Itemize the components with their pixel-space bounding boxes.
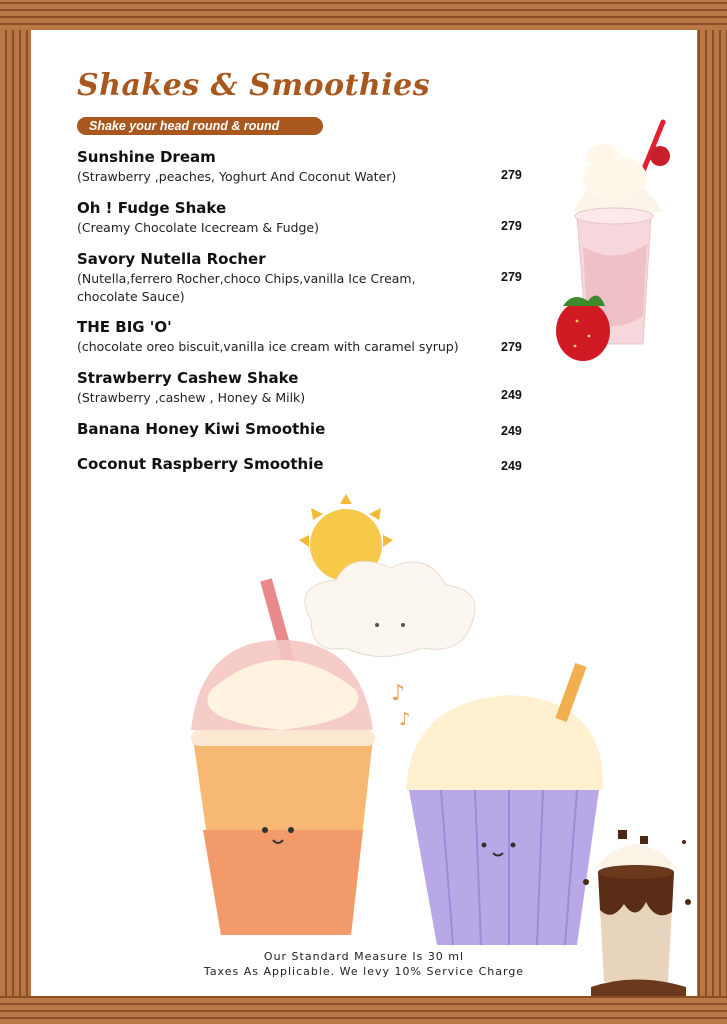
strawberry-milkshake-image <box>533 116 693 366</box>
menu-tagline: Shake your head round & round <box>77 117 323 135</box>
item-name: Oh ! Fudge Shake <box>77 199 227 217</box>
item-name: THE BIG 'O' <box>77 318 172 336</box>
item-price: 279 <box>501 168 522 182</box>
item-price: 249 <box>501 388 522 402</box>
item-name: Banana Honey Kiwi Smoothie <box>77 420 326 438</box>
item-price: 279 <box>501 219 522 233</box>
menu-item <box>77 318 527 356</box>
item-name: Savory Nutella Rocher <box>77 250 266 268</box>
item-price: 249 <box>501 424 522 438</box>
item-price: 279 <box>501 340 522 354</box>
item-name: Sunshine Dream <box>77 148 216 166</box>
menu-item <box>77 369 527 407</box>
menu-item <box>77 199 527 237</box>
footer-tax-note: Taxes As Applicable. We levy 10% Service Charge <box>203 965 525 978</box>
item-description: (chocolate oreo biscuit,vanilla ice cream with caramel syrup) <box>77 339 459 354</box>
item-description: (Strawberry ,peaches, Yoghurt And Coconut Water) <box>77 169 397 184</box>
frame-top-border <box>0 0 727 30</box>
frame-bottom-border <box>0 996 727 1024</box>
item-price: 249 <box>501 459 522 473</box>
item-price: 279 <box>501 270 522 284</box>
menu-page <box>31 30 697 996</box>
item-description: (Creamy Chocolate Icecream & Fudge) <box>77 220 319 235</box>
item-description: (Strawberry ,cashew , Honey & Milk) <box>77 390 306 405</box>
item-name: Coconut Raspberry Smoothie <box>77 455 324 473</box>
svg-text:♪: ♪ <box>391 681 406 706</box>
footer-measure-note: Our Standard Measure Is 30 ml <box>263 950 465 963</box>
menu-title: Shakes & Smoothies <box>77 68 431 103</box>
menu-item <box>77 455 527 474</box>
svg-text:♪: ♪ <box>399 709 411 730</box>
item-name: Strawberry Cashew Shake <box>77 369 299 387</box>
item-description: (Nutella,ferrero Rocher,choco Chips,vanilla Ice Cream, chocolate Sauce) <box>77 271 416 304</box>
cartoon-shake-cupcake-image <box>141 490 611 950</box>
menu-item <box>77 250 457 306</box>
menu-item <box>77 420 527 439</box>
menu-item <box>77 148 527 186</box>
